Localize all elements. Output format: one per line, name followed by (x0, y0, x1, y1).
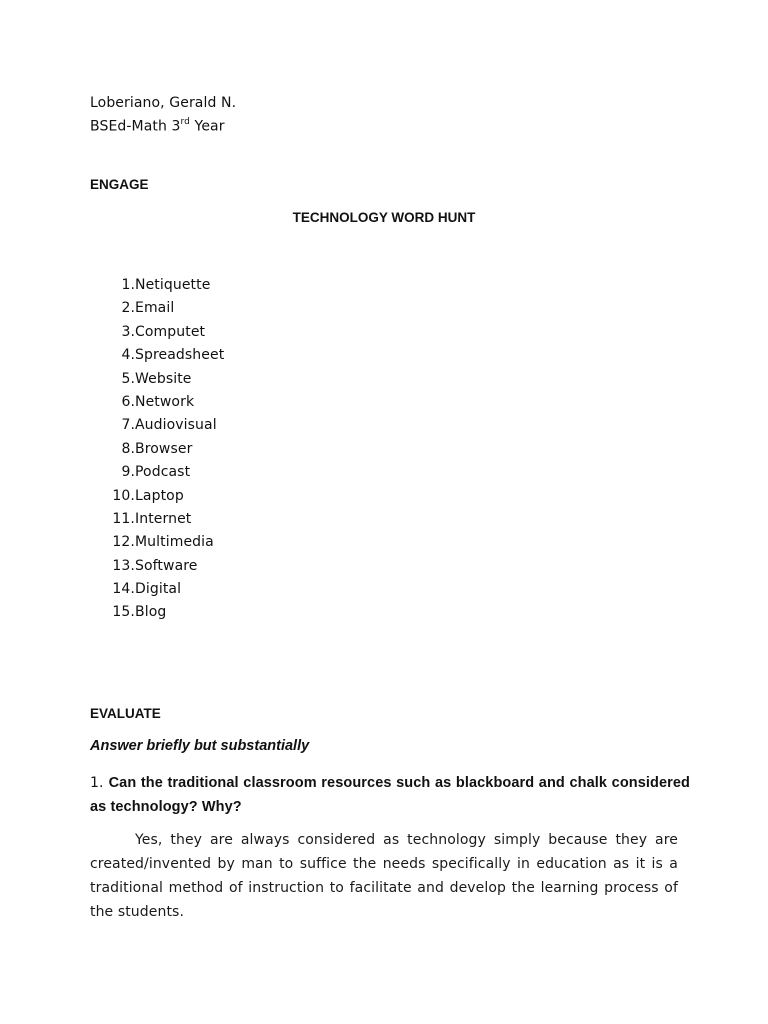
list-item (100, 299, 175, 322)
list-item (100, 323, 206, 346)
list-item (100, 487, 184, 510)
list-item (100, 533, 214, 556)
instruction-text: Answer briefly but substantially (90, 738, 310, 754)
evaluate-heading: EVALUATE (90, 706, 161, 721)
list-item (100, 510, 192, 533)
list-item-number: 8. (121, 440, 135, 457)
list-item-word: Netiquette (135, 277, 211, 293)
list-item-word: Spreadsheet (135, 347, 225, 364)
list-item (100, 463, 191, 486)
list-item (100, 440, 193, 463)
word-hunt-title (0, 210, 768, 225)
list-item-word: Blog (135, 604, 167, 621)
engage-heading: ENGAGE (90, 177, 149, 192)
list-item-word: Network (135, 393, 195, 410)
answer-1: Yes, they are always considered as technology simply because they are created/invented by man to suffice the needs specifically in education as it is a traditional method of instruction to facilitate and develop the learning process of the students. (90, 832, 678, 920)
list-item-number: 11. (112, 510, 135, 527)
list-item-number: 9. (121, 464, 135, 481)
list-item (100, 416, 217, 439)
list-item-number: 1. (121, 277, 135, 293)
author-course (90, 118, 225, 135)
list-item-word: Browser (135, 440, 193, 457)
list-item (100, 393, 195, 416)
list-item-number: 3. (121, 323, 135, 340)
list-item-word: Digital (135, 581, 182, 598)
list-item-word: Website (135, 370, 192, 387)
course-suffix: Year (189, 118, 225, 135)
list-item-word: Audiovisual (135, 417, 217, 434)
word-hunt-title-text: TECHNOLOGY WORD HUNT (292, 210, 476, 225)
list-item-word: Email (135, 300, 175, 317)
list-item (100, 580, 182, 603)
list-item-number: 10. (112, 487, 135, 504)
course-text: BSEd-Math 3 (90, 118, 181, 135)
word-list (100, 276, 225, 627)
list-item-number: 5. (121, 370, 135, 387)
list-item-word: Multimedia (135, 534, 214, 551)
list-item-number: 6. (121, 393, 135, 410)
list-item-word: Internet (135, 510, 192, 527)
list-item (100, 276, 211, 299)
list-item (100, 603, 167, 626)
list-item-number: 4. (121, 347, 135, 364)
question-1 (90, 771, 690, 819)
list-item-word: Podcast (135, 464, 191, 481)
list-item-word: Software (135, 557, 198, 574)
list-item (100, 557, 198, 580)
author-name: Loberiano, Gerald N. (90, 95, 237, 111)
list-item-number: 15. (112, 604, 135, 621)
list-item-word: Laptop (135, 487, 184, 504)
list-item-number: 2. (121, 300, 135, 317)
list-item-number: 13. (112, 557, 135, 574)
course-ordinal: rd (180, 117, 190, 127)
list-item-number: 12. (112, 534, 135, 551)
list-item (100, 370, 192, 393)
list-item-number: 14. (112, 581, 135, 598)
list-item (100, 346, 225, 369)
question-number: 1. (90, 775, 109, 791)
list-item-number: 7. (121, 417, 135, 434)
list-item-word: Computet (135, 323, 206, 340)
question-text: Can the traditional classroom resources such as blackboard and chalk considered as technology? Why? (90, 775, 691, 815)
